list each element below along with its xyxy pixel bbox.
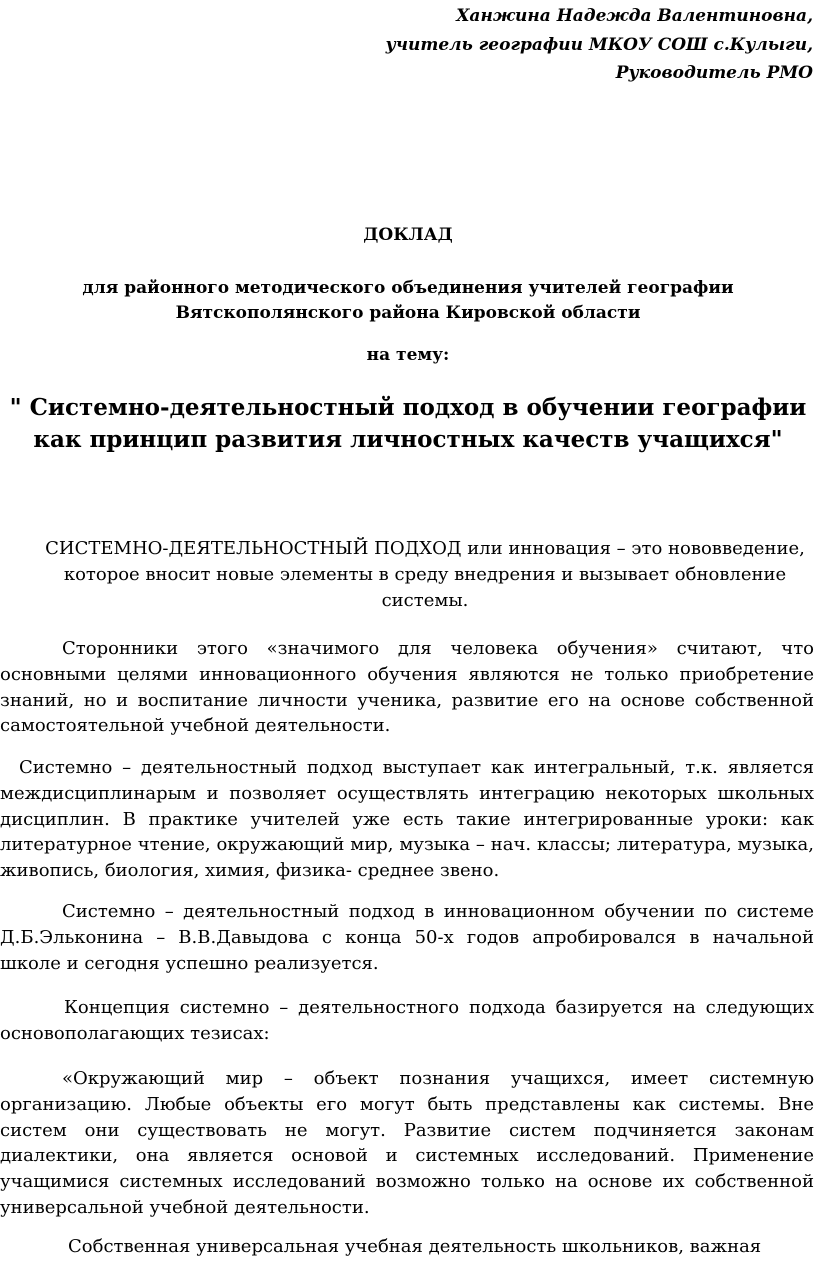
report-subtitle: [0, 276, 816, 326]
topic-line-1: " Системно-деятельностный подход в обучении географии: [9, 394, 807, 421]
paragraph-elkonin: Системно – деятельностный подход в инновационном обучении по системе Д.Б.Эльконина – В.В.Давыдова с конца 50-х годов апробировался в начальной школе и сегодня успешно реализуется.: [0, 901, 814, 974]
subtitle-line-1: для районного методического объединения учителей географии: [82, 278, 734, 298]
paragraph-definition: СИСТЕМНО-ДЕЯТЕЛЬНОСТНЫЙ ПОДХОД или инновация – это нововведение, которое вносит новые элементы в среду внедрения и вызывает обновление системы.: [45, 538, 805, 611]
author-position: учитель географии МКОУ СОШ с.Кулыги,: [385, 34, 813, 55]
topic-label: на тему:: [366, 345, 450, 365]
topic-line-2: как принцип развития личностных качеств учащихся": [33, 426, 783, 453]
author-name: Ханжина Надежда Валентиновна,: [456, 6, 813, 26]
report-topic: [0, 392, 816, 456]
author-block: [386, 2, 813, 88]
paragraph-integral: Системно – деятельностный подход выступает как интегральный, т.к. является междисциплинарым и позволяет осуществлять интеграцию некоторых школьных дисциплин. В практике учителей уже есть такие интегрированные уроки: как литературное чтение, окружающий мир, музыка – нач. классы; литература, музыка, живопись, биология, химия, физика- среднее звено.: [0, 757, 814, 882]
subtitle-line-2: Вятскополянского района Кировской области: [175, 303, 641, 323]
paragraph-concept: Концепция системно – деятельностного подхода базируется на следующих основополагающих тезисах:: [0, 997, 814, 1044]
report-title: ДОКЛАД: [363, 225, 453, 245]
paragraph-activity: Собственная универсальная учебная деятельность школьников, важная: [68, 1236, 762, 1257]
author-role: Руководитель РМО: [615, 63, 813, 83]
paragraph-world: «Окружающий мир – объект познания учащихся, имеет системную организацию. Любые объекты его могут быть представлены как системы. Вне систем они существовать не могут. Развитие систем подчиняется законам диалектики, она является основой и системных исследований. Применение учащимися системных исследований возможно только на основе их собственной универсальной учебной деятельности.: [0, 1068, 814, 1218]
paragraph-supporters: Сторонники этого «значимого для человека обучения» считают, что основными целями инновационного обучения являются не только приобретение знаний, но и воспитание личности ученика, развитие его на основе собственной самостоятельной учебной деятельности.: [0, 638, 814, 737]
